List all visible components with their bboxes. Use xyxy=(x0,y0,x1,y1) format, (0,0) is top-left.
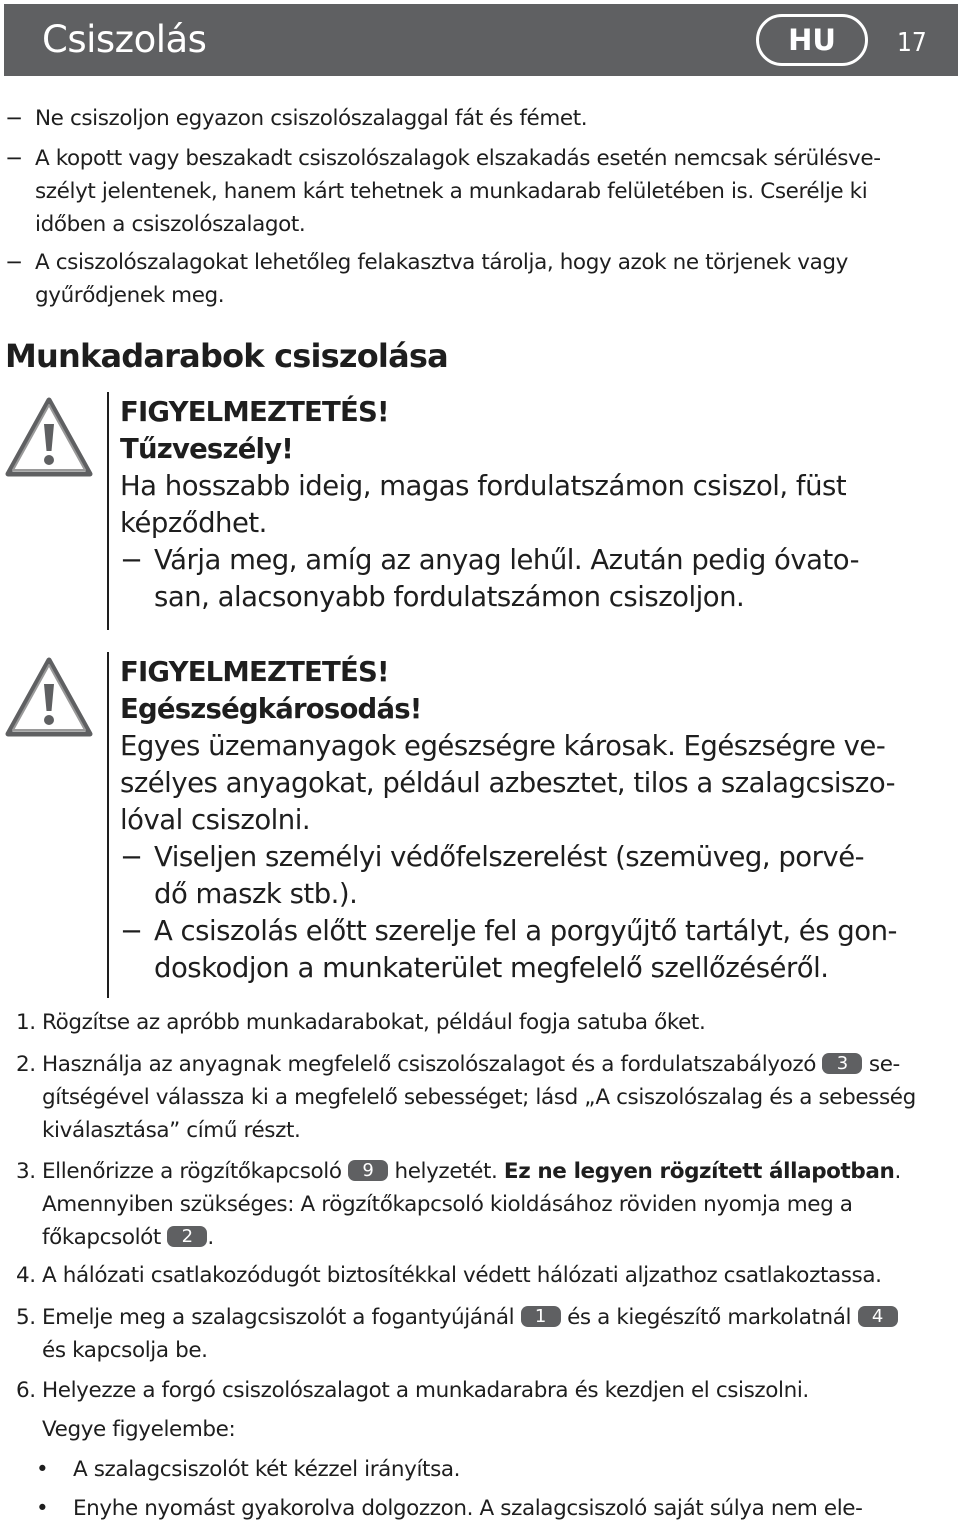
step-number: 5. xyxy=(16,1305,36,1330)
dash-icon: − xyxy=(120,544,143,576)
warning-subtitle: Tűzveszély! xyxy=(120,433,294,465)
warning-triangle-icon xyxy=(4,396,94,480)
step-item: 4. A hálózati csatlakozódugót biztosítékkal védett hálózati aljzathoz csatlakoztassa. xyxy=(42,1259,957,1292)
warning-subtitle: Egészségkárosodás! xyxy=(120,693,422,725)
step-item: 5. Emelje meg a szalagcsiszolót a fogantyújánál 1 és a kiegészítő markolatnál 4 és kapcsolja be. xyxy=(42,1301,957,1367)
part-reference: 1 xyxy=(521,1306,561,1327)
step-item: 3. Ellenőrizze a rögzítőkapcsoló 9 helyzetét. Ez ne legyen rögzített állapotban. Amennyiben szükséges: A rögzítőkapcsoló kioldásához röviden nyomja meg a főkapcsolót 2 . xyxy=(42,1155,957,1254)
warning-bullet: − A csiszolás előtt szerelje fel a porgyűjtő tartályt, és gon- doskodjon a munkaterület megfelelő szellőzéséről. xyxy=(120,915,897,984)
dash-icon: − xyxy=(120,915,143,947)
warning-block-fire xyxy=(120,394,950,616)
part-reference: 3 xyxy=(822,1053,862,1074)
warning-text: Ha hosszabb ideig, magas fordulatszámon csiszol, füst képződhet. xyxy=(120,470,847,539)
section-heading: Munkadarabok csiszolása xyxy=(5,337,448,375)
warning-triangle-icon xyxy=(4,656,94,740)
warning-text: Egyes üzemanyagok egészségre károsak. Egészségre ve- szélyes anyagokat, például azbesztet, tilos a szalagcsiszo- lóval csiszolni. xyxy=(120,730,896,836)
dash-icon: − xyxy=(120,841,143,873)
warning-block-health xyxy=(120,654,950,987)
emphasis-text: Ez ne legyen rögzített állapotban xyxy=(503,1159,895,1184)
step-number: 1. xyxy=(16,1010,36,1035)
bullet-icon: • xyxy=(36,1496,49,1521)
page-title: Csiszolás xyxy=(42,18,207,61)
part-reference: 9 xyxy=(348,1160,388,1181)
dash-icon: − xyxy=(5,250,23,275)
step-number: 6. xyxy=(16,1378,36,1403)
bullet-item: • A szalagcsiszolót két kézzel irányítsa. xyxy=(73,1453,953,1486)
step-number: 4. xyxy=(16,1263,36,1288)
warning-title: FIGYELMEZTETÉS! xyxy=(120,396,389,428)
warning-divider xyxy=(107,392,109,630)
step-item: 6. Helyezze a forgó csiszolószalagot a munkadarabra és kezdjen el csiszolni. xyxy=(42,1374,957,1407)
note-label: Vegye figyelembe: xyxy=(42,1417,236,1442)
step-item: 1. Rögzítse az apróbb munkadarabokat, például fogja satuba őket. xyxy=(42,1006,957,1039)
part-reference: 2 xyxy=(167,1226,207,1247)
page-header xyxy=(4,4,958,76)
dash-icon: − xyxy=(5,146,23,171)
bullet-item: • Enyhe nyomást gyakorolva dolgozzon. A szalagcsiszoló saját súlya nem ele- xyxy=(73,1492,953,1525)
bullet-icon: • xyxy=(36,1457,49,1482)
warning-bullet: − Viseljen személyi védőfelszerelést (szemüveg, porvé- dő maszk stb.). xyxy=(120,841,865,910)
warning-divider xyxy=(107,652,109,998)
page-number: 17 xyxy=(897,28,927,58)
dash-icon: − xyxy=(5,106,23,131)
step-number: 3. xyxy=(16,1159,36,1184)
warning-bullet: − Várja meg, amíg az anyag lehűl. Azután pedig óvato- san, alacsonyabb fordulatszámon csiszoljon. xyxy=(120,544,860,613)
step-number: 2. xyxy=(16,1052,36,1077)
list-item: − A kopott vagy beszakadt csiszolószalagok elszakadás esetén nemcsak sérülésve- szélyt jelentenek, hanem kárt tehetnek a munkadarab felületében is. Cserélje ki időben a csiszolószalagot. xyxy=(35,142,940,241)
part-reference: 4 xyxy=(858,1306,898,1327)
language-badge: HU xyxy=(756,14,868,66)
warning-title: FIGYELMEZTETÉS! xyxy=(120,656,389,688)
list-item: − A csiszolószalagokat lehetőleg felakasztva tárolja, hogy azok ne törjenek vagy gyűrődjenek meg. xyxy=(35,246,940,312)
list-item: − Ne csiszoljon egyazon csiszolószalaggal fát és fémet. xyxy=(35,102,940,135)
step-item: 2. Használja az anyagnak megfelelő csiszolószalagot és a fordulatszabályozó 3 se- gítségével válassza ki a megfelelő sebességet; lásd „A csiszolószalag és a sebesség kiválasztása” című részt. xyxy=(42,1048,957,1147)
